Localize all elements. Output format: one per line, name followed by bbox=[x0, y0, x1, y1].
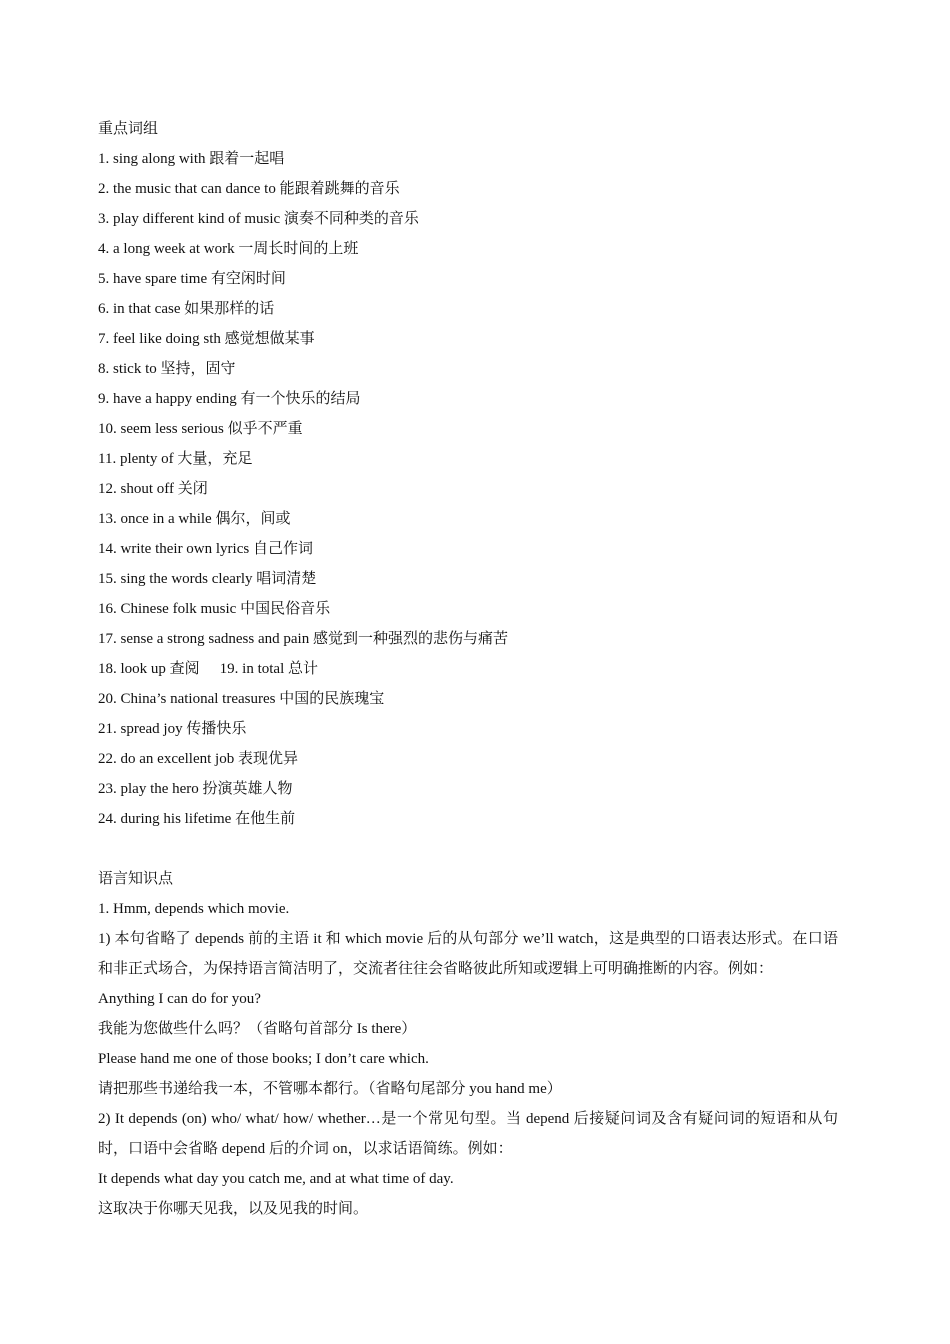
example-english: Anything I can do for you? bbox=[98, 991, 261, 1007]
phrase-item: 21. spread joy 传播快乐 bbox=[98, 721, 247, 737]
section-heading-key-phrases: 重点词组 bbox=[98, 121, 159, 137]
point-title: 1. Hmm, depends which movie. bbox=[98, 901, 290, 917]
example-english: It depends what day you catch me, and at what time of day. bbox=[98, 1171, 454, 1187]
phrase-item: 15. sing the words clearly 唱词清楚 bbox=[98, 571, 317, 587]
document-page bbox=[98, 114, 838, 1224]
phrase-item: 14. write their own lyrics 自己作词 bbox=[98, 541, 313, 557]
phrase-item: 10. seem less serious 似乎不严重 bbox=[98, 421, 303, 437]
phrase-item: 1. sing along with 跟着一起唱 bbox=[98, 151, 285, 167]
section-spacer bbox=[98, 834, 838, 864]
phrase-item: 3. play different kind of music 演奏不同种类的音乐 bbox=[98, 211, 419, 227]
phrase-item: 4. a long week at work 一周长时间的上班 bbox=[98, 241, 359, 257]
phrase-item: 12. shout off 关闭 bbox=[98, 481, 208, 497]
phrase-item: 19. in total 总计 bbox=[219, 661, 318, 677]
phrase-item: 18. look up 查阅 bbox=[98, 661, 200, 677]
phrase-item: 9. have a happy ending 有一个快乐的结局 bbox=[98, 391, 361, 407]
explanation-paragraph: 2) It depends (on) who/ what/ how/ whether…是一个常见句型。当 depend 后接疑问词及含有疑问词的短语和从句时，口语中会省略 depend 后的介词 on，以求话语简练。例如： bbox=[98, 1111, 838, 1157]
phrase-item: 16. Chinese folk music 中国民俗音乐 bbox=[98, 601, 331, 617]
phrase-list bbox=[98, 144, 838, 834]
example-chinese: 我能为您做些什么吗？（省略句首部分 Is there） bbox=[98, 1021, 417, 1037]
example-chinese: 请把那些书递给我一本，不管哪本都行。（省略句尾部分 you hand me） bbox=[98, 1081, 562, 1097]
phrase-item-pair bbox=[98, 654, 838, 684]
phrase-item: 11. plenty of 大量，充足 bbox=[98, 451, 253, 467]
phrase-item: 17. sense a strong sadness and pain 感觉到一种强烈的悲伤与痛苦 bbox=[98, 631, 508, 647]
phrase-item: 23. play the hero 扮演英雄人物 bbox=[98, 781, 293, 797]
phrase-item: 20. China’s national treasures 中国的民族瑰宝 bbox=[98, 691, 385, 707]
phrase-item: 6. in that case 如果那样的话 bbox=[98, 301, 275, 317]
phrase-item: 5. have spare time 有空闲时间 bbox=[98, 271, 286, 287]
example-english: Please hand me one of those books; I don’t care which. bbox=[98, 1051, 429, 1067]
phrase-item: 13. once in a while 偶尔，间或 bbox=[98, 511, 291, 527]
phrase-item: 8. stick to 坚持，固守 bbox=[98, 361, 236, 377]
phrase-item: 24. during his lifetime 在他生前 bbox=[98, 811, 296, 827]
phrase-item: 7. feel like doing sth 感觉想做某事 bbox=[98, 331, 315, 347]
section-heading-language-points: 语言知识点 bbox=[98, 871, 174, 887]
phrase-item: 22. do an excellent job 表现优异 bbox=[98, 751, 298, 767]
explanation-paragraph: 1) 本句省略了 depends 前的主语 it 和 which movie 后的从句部分 we’ll watch，这是典型的口语表达形式。在口语和非正式场合，为保持语言简洁明了，交流者往往会省略彼此所知或逻辑上可明确推断的内容。例如： bbox=[98, 931, 838, 977]
phrase-item: 2. the music that can dance to 能跟着跳舞的音乐 bbox=[98, 181, 400, 197]
example-chinese: 这取决于你哪天见我，以及见我的时间。 bbox=[98, 1201, 369, 1217]
